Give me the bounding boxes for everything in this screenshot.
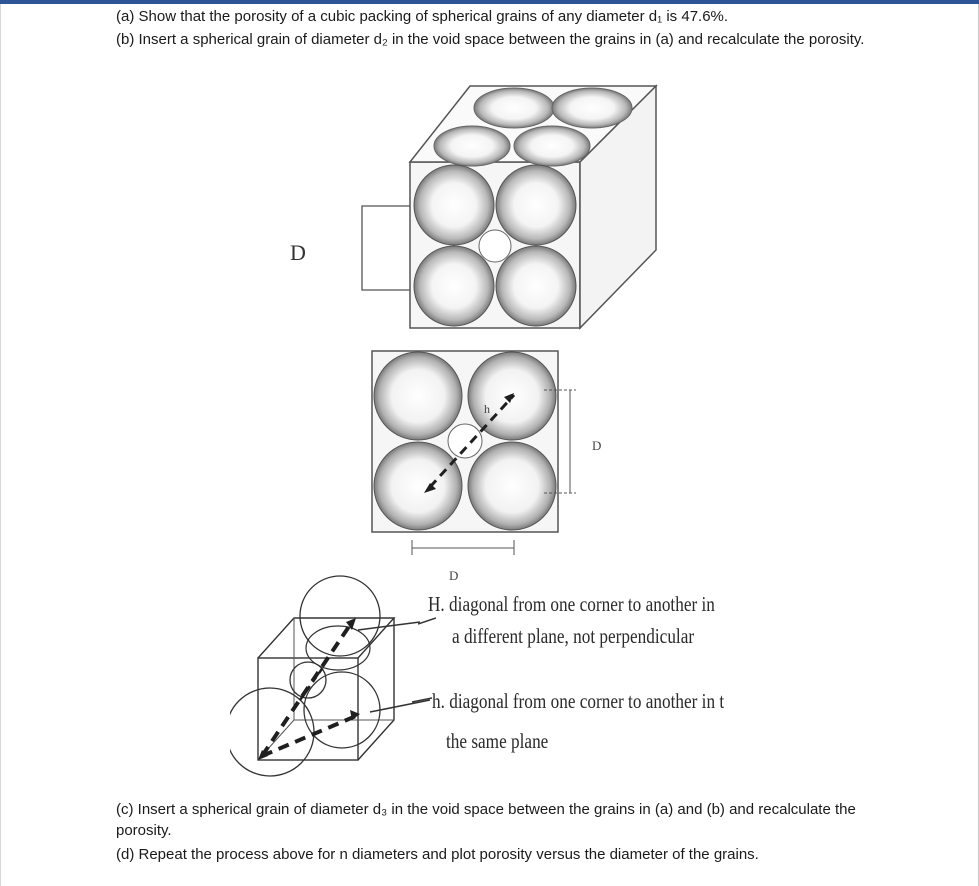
note-H-line2: a different plane, not perpendicular: [452, 624, 695, 648]
small-h-label: h: [484, 402, 490, 416]
left-page-border: [0, 4, 1, 886]
question-c: (c) Insert a spherical grain of diameter d₃ in the void space between the grains in (a) and (b) and recalculate the porosity.: [116, 801, 856, 839]
square-right-D-label: D: [592, 438, 602, 453]
note-h-line1: h. diagonal from one corner to another in t: [432, 689, 725, 713]
question-b: (b) Insert a spherical grain of diameter d₂ in the void space between the grains in (a) and recalculate the porosity.: [116, 31, 865, 48]
top-accent-bar: [0, 0, 979, 4]
square-bottom-D-label: D: [449, 568, 459, 583]
note-H-line1: H. diagonal from one corner to another in: [428, 592, 715, 616]
question-d: (d) Repeat the process above for n diameters and plot porosity versus the diameter of the grains.: [116, 846, 759, 863]
question-a: (a) Show that the porosity of a cubic packing of spherical grains of any diameter d₁ is 47.6%.: [116, 8, 729, 25]
note-h-line2: the same plane: [446, 729, 549, 753]
cube-D-label: D: [290, 240, 306, 265]
cubic-packing-cube-figure: [270, 82, 670, 338]
leader-line-h: [412, 696, 432, 706]
diagonal-cube-figure: [230, 570, 440, 800]
square-packing-figure: [364, 345, 624, 585]
